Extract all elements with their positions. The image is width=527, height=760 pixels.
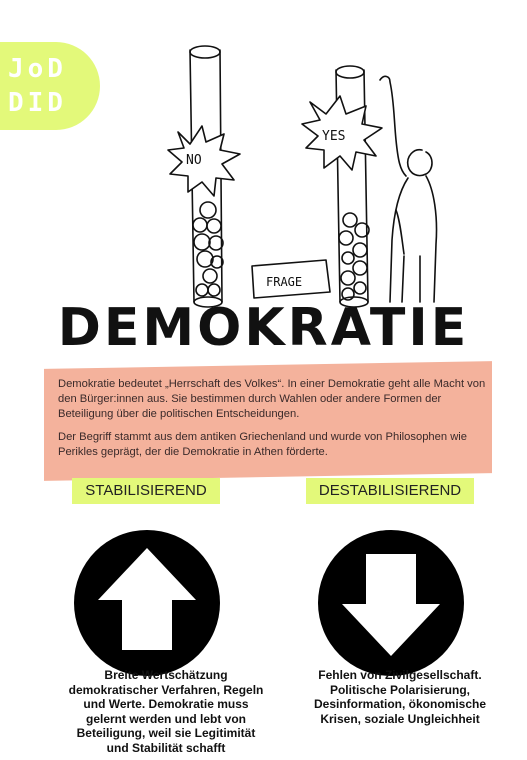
- destabilizing-description: Fehlen von Zivilgesellschaft. Politische Polarisierung, Desinformation, ökonomische Krisen, soziale Ungleichheit: [313, 668, 487, 726]
- no-sign-label: NO: [186, 153, 202, 168]
- intro-text: [58, 377, 488, 468]
- destabilizing-label: DESTABILISIEREND: [306, 478, 474, 504]
- arrow-down-icon: [318, 530, 464, 676]
- destabilizing-circle: [318, 530, 464, 676]
- jodid-logo: [0, 42, 100, 130]
- stabilizing-description: Breite Wertschätzung demokratischer Verfahren, Regeln und Werte. Demokratie muss gelernt werden und lebt von Beteiligung, weil sie Legitimität und Stabilität schafft: [68, 668, 264, 755]
- yes-sign-label: YES: [322, 129, 346, 144]
- stabilizing-circle: [74, 530, 220, 676]
- logo-line-2: DID: [8, 88, 67, 118]
- stabilizing-label: STABILISIEREND: [72, 478, 220, 504]
- no-starburst: [168, 126, 240, 196]
- ballot-tubes-illustration: [150, 40, 450, 310]
- page-title: DEMOKRATIE: [57, 298, 470, 358]
- intro-paragraph-2: Der Begriff stammt aus dem antiken Griechenland und wurde von Philosophen wie Perikles geprägt, der die Demokratie in Athen förderte.: [58, 431, 467, 458]
- intro-paragraph-1: Demokratie bedeutet „Herrschaft des Volkes“. In einer Demokratie geht alle Macht von den Bürger:innen aus. Sie bestimmen durch Wahlen oder andere Formen der Beteiligung über die politischen Entscheidungen.: [58, 378, 486, 420]
- frage-card-label: FRAGE: [266, 275, 303, 289]
- logo-line-1: JoD: [8, 54, 67, 84]
- arrow-up-icon: [74, 530, 220, 676]
- person-figure: [380, 76, 437, 302]
